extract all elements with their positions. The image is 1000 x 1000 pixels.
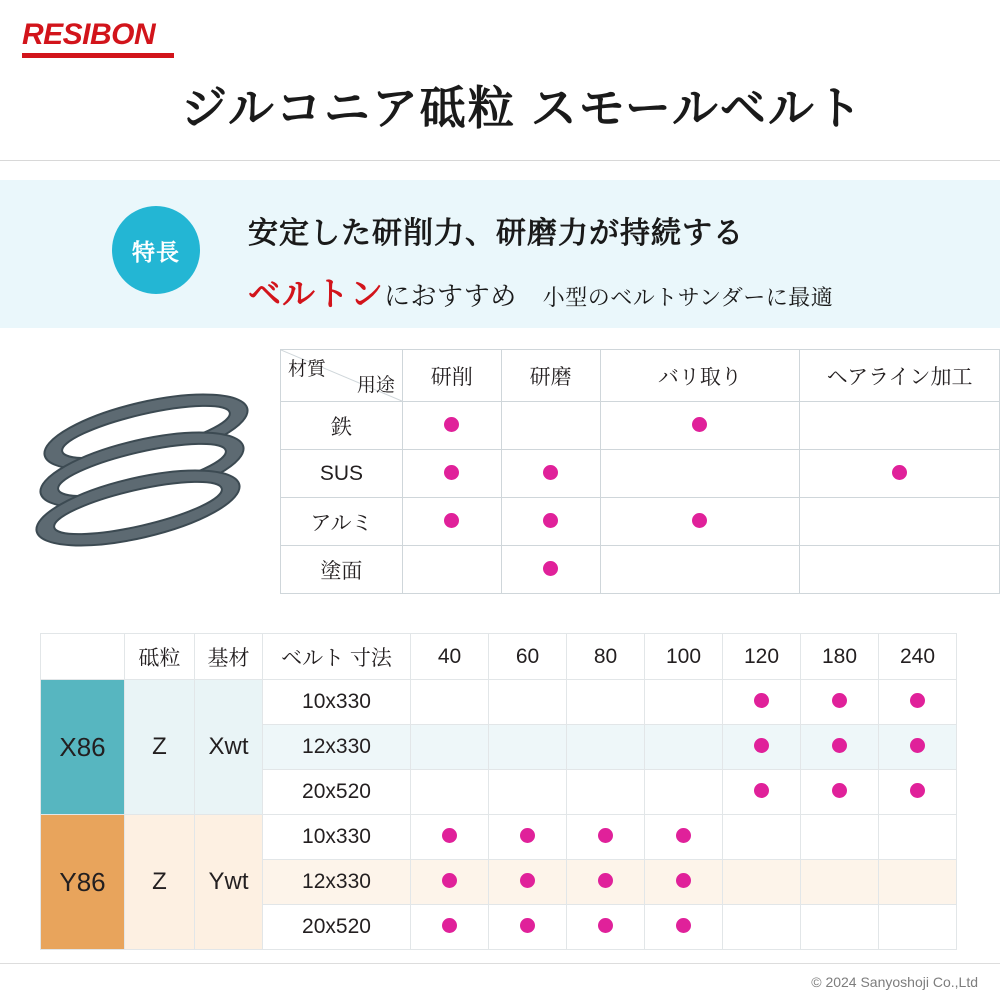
- spec-cell-y86-0-60: [489, 815, 567, 860]
- mark-dot: [598, 873, 613, 888]
- usage-cell-3-2: [600, 546, 800, 594]
- usage-col-header-2: バリ取り: [600, 350, 800, 402]
- mark-dot: [598, 828, 613, 843]
- brand-logo-underline: [22, 53, 174, 58]
- spec-cell-x86-2-240: [879, 770, 957, 815]
- mark-dot: [442, 873, 457, 888]
- mark-dot: [442, 828, 457, 843]
- spec-header-grit-6: 240: [879, 634, 957, 680]
- header-divider: [0, 160, 1000, 161]
- spec-cell-x86-0-60: [489, 680, 567, 725]
- spec-grain-y86: Z: [125, 815, 195, 950]
- spec-cell-y86-1-180: [801, 860, 879, 905]
- mark-dot: [692, 417, 707, 432]
- spec-cell-x86-2-40: [411, 770, 489, 815]
- spec-cell-x86-2-120: [723, 770, 801, 815]
- spec-cell-y86-2-80: [567, 905, 645, 950]
- usage-table-header-row: [281, 350, 1000, 402]
- feature-line-primary: 安定した研削力、研磨力が持続する: [248, 217, 744, 250]
- spec-cell-x86-0-240: [879, 680, 957, 725]
- mark-dot: [676, 918, 691, 933]
- mark-dot: [444, 417, 459, 432]
- feature-subtext: 小型のベルトサンダーに最適: [542, 285, 834, 310]
- spec-cell-x86-0-120: [723, 680, 801, 725]
- usage-cell-0-1: [501, 402, 600, 450]
- usage-corner-use-label: 用途: [356, 375, 395, 396]
- spec-cell-y86-1-100: [645, 860, 723, 905]
- spec-cell-x86-1-100: [645, 725, 723, 770]
- table-row: [281, 450, 1000, 498]
- usage-cell-3-1: [501, 546, 600, 594]
- spec-cell-x86-1-180: [801, 725, 879, 770]
- spec-cell-x86-2-100: [645, 770, 723, 815]
- spec-cell-x86-0-40: [411, 680, 489, 725]
- mark-dot: [754, 693, 769, 708]
- feature-band: [0, 180, 1000, 328]
- usage-cell-0-0: [402, 402, 501, 450]
- usage-cell-3-0: [402, 546, 501, 594]
- mark-dot: [910, 783, 925, 798]
- spec-header-grit-1: 60: [489, 634, 567, 680]
- spec-header-grit-4: 120: [723, 634, 801, 680]
- mark-dot: [598, 918, 613, 933]
- spec-size-y86-0: 10x330: [263, 815, 411, 860]
- spec-code-y86: Y86: [41, 815, 125, 950]
- table-row: [41, 815, 957, 860]
- spec-code-x86: X86: [41, 680, 125, 815]
- footer-divider: [0, 963, 1000, 964]
- spec-cell-x86-2-60: [489, 770, 567, 815]
- usage-row-label-3: 塗面: [281, 546, 403, 594]
- mark-dot: [832, 783, 847, 798]
- spec-cell-y86-1-60: [489, 860, 567, 905]
- mark-dot: [543, 465, 558, 480]
- mark-dot: [520, 918, 535, 933]
- mark-dot: [754, 738, 769, 753]
- brand-logo: [22, 18, 174, 58]
- spec-cell-y86-2-60: [489, 905, 567, 950]
- mark-dot: [520, 873, 535, 888]
- spec-cell-x86-1-40: [411, 725, 489, 770]
- spec-cell-y86-1-120: [723, 860, 801, 905]
- spec-header-grit-3: 100: [645, 634, 723, 680]
- feature-badge: 特長: [112, 206, 200, 294]
- spec-header-size: ベルト 寸法: [263, 634, 411, 680]
- feature-recommend-text: におすすめ: [384, 281, 517, 311]
- spec-table-header-row: [41, 634, 957, 680]
- spec-cell-y86-2-40: [411, 905, 489, 950]
- page-title: ジルコニア砥粒 スモールベルト: [181, 82, 864, 134]
- mark-dot: [676, 873, 691, 888]
- mark-dot: [910, 693, 925, 708]
- spec-base-x86: Xwt: [195, 680, 263, 815]
- mark-dot: [832, 738, 847, 753]
- table-row: [41, 680, 957, 725]
- spec-header-grit-5: 180: [801, 634, 879, 680]
- feature-highlight: ベルトン: [248, 275, 384, 312]
- spec-cell-y86-1-80: [567, 860, 645, 905]
- spec-cell-y86-2-120: [723, 905, 801, 950]
- mark-dot: [676, 828, 691, 843]
- spec-base-y86: Ywt: [195, 815, 263, 950]
- mark-dot: [444, 513, 459, 528]
- belt-illustration-svg: [28, 380, 264, 560]
- spec-cell-y86-2-100: [645, 905, 723, 950]
- usage-cell-2-2: [600, 498, 800, 546]
- spec-size-x86-1: 12x330: [263, 725, 411, 770]
- table-row: [281, 402, 1000, 450]
- spec-size-y86-1: 12x330: [263, 860, 411, 905]
- spec-table: [40, 633, 957, 950]
- mark-dot: [892, 465, 907, 480]
- mark-dot: [692, 513, 707, 528]
- spec-cell-x86-1-120: [723, 725, 801, 770]
- spec-cell-y86-0-180: [801, 815, 879, 860]
- usage-cell-2-3: [800, 498, 1000, 546]
- spec-cell-x86-1-80: [567, 725, 645, 770]
- usage-col-header-1: 研磨: [501, 350, 600, 402]
- spec-header-grit-2: 80: [567, 634, 645, 680]
- usage-table-corner-cell: [281, 350, 403, 402]
- spec-size-x86-0: 10x330: [263, 680, 411, 725]
- mark-dot: [832, 693, 847, 708]
- spec-size-y86-2: 20x520: [263, 905, 411, 950]
- usage-cell-0-3: [800, 402, 1000, 450]
- brand-logo-text: RESIBON: [22, 18, 156, 51]
- usage-col-header-3: ヘアライン加工: [800, 350, 1000, 402]
- usage-col-header-0: 研削: [402, 350, 501, 402]
- spec-size-x86-2: 20x520: [263, 770, 411, 815]
- usage-row-label-0: 鉄: [281, 402, 403, 450]
- table-row: [281, 546, 1000, 594]
- spec-cell-y86-2-240: [879, 905, 957, 950]
- mark-dot: [543, 513, 558, 528]
- spec-header-base: 基材: [195, 634, 263, 680]
- spec-cell-x86-1-60: [489, 725, 567, 770]
- spec-cell-y86-0-40: [411, 815, 489, 860]
- spec-cell-y86-1-240: [879, 860, 957, 905]
- spec-cell-y86-0-240: [879, 815, 957, 860]
- usage-cell-1-2: [600, 450, 800, 498]
- spec-cell-x86-1-240: [879, 725, 957, 770]
- usage-corner-material-label: 材質: [288, 359, 327, 380]
- usage-cell-1-1: [501, 450, 600, 498]
- spec-grain-x86: Z: [125, 680, 195, 815]
- table-row: [281, 498, 1000, 546]
- usage-row-label-1: SUS: [281, 450, 403, 498]
- feature-line-secondary: [248, 268, 833, 315]
- mark-dot: [754, 783, 769, 798]
- belt-illustration: [28, 380, 264, 560]
- mark-dot: [520, 828, 535, 843]
- usage-cell-2-1: [501, 498, 600, 546]
- spec-cell-y86-0-80: [567, 815, 645, 860]
- spec-cell-x86-0-100: [645, 680, 723, 725]
- usage-cell-3-3: [800, 546, 1000, 594]
- usage-cell-1-3: [800, 450, 1000, 498]
- usage-table: [280, 349, 1000, 594]
- spec-cell-x86-2-180: [801, 770, 879, 815]
- spec-cell-x86-2-80: [567, 770, 645, 815]
- mark-dot: [543, 561, 558, 576]
- spec-header-grain: 砥粒: [125, 634, 195, 680]
- mark-dot: [442, 918, 457, 933]
- spec-cell-x86-0-180: [801, 680, 879, 725]
- mark-dot: [444, 465, 459, 480]
- spec-cell-y86-1-40: [411, 860, 489, 905]
- usage-row-label-2: アルミ: [281, 498, 403, 546]
- spec-cell-y86-2-180: [801, 905, 879, 950]
- spec-header-grit-0: 40: [411, 634, 489, 680]
- spec-header-code: [41, 634, 125, 680]
- usage-cell-2-0: [402, 498, 501, 546]
- mark-dot: [910, 738, 925, 753]
- spec-cell-x86-0-80: [567, 680, 645, 725]
- usage-cell-1-0: [402, 450, 501, 498]
- spec-cell-y86-0-100: [645, 815, 723, 860]
- spec-cell-y86-0-120: [723, 815, 801, 860]
- copyright-text: © 2024 Sanyoshoji Co.,Ltd: [811, 974, 978, 990]
- usage-cell-0-2: [600, 402, 800, 450]
